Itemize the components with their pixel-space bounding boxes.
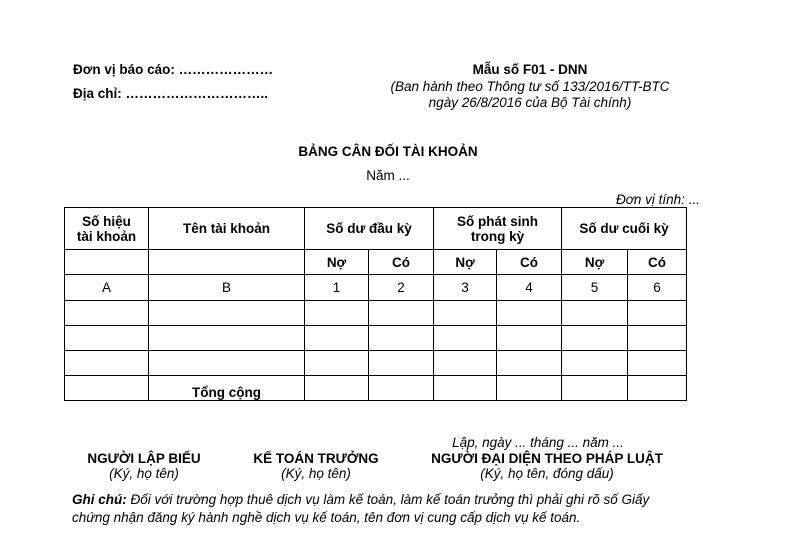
- table-cell[interactable]: [628, 351, 687, 376]
- chief-accountant-signature: [236, 451, 396, 481]
- document-title: BẢNG CÂN ĐỐI TÀI KHOẢN: [298, 144, 478, 159]
- chief-accountant-title: KẾ TOÁN TRƯỞNG: [253, 451, 379, 466]
- total-label: Tổng cộng: [149, 376, 305, 401]
- subheader-blank: [149, 250, 305, 275]
- trial-balance-table: [64, 207, 687, 401]
- total-cell[interactable]: [369, 376, 434, 401]
- subheader-credit: Có: [369, 250, 434, 275]
- table-cell[interactable]: [369, 301, 434, 326]
- header-account-name: Tên tài khoản: [149, 208, 305, 250]
- table-cell[interactable]: [65, 376, 149, 401]
- footnote-line2: chứng nhận đăng ký hành nghề dịch vụ kế toán, tên đơn vị cung cấp dịch vụ kế toán.: [72, 510, 581, 525]
- form-number: Mẫu số F01 - DNN: [472, 62, 588, 77]
- column-index-row: [65, 275, 687, 301]
- total-cell[interactable]: [562, 376, 628, 401]
- total-cell[interactable]: [628, 376, 687, 401]
- issued-by-line2: ngày 26/8/2016 của Bộ Tài chính): [428, 95, 632, 110]
- header-account-number: [65, 208, 149, 250]
- report-year: Năm ...: [366, 168, 410, 183]
- table-cell[interactable]: [149, 351, 305, 376]
- table-cell[interactable]: [305, 326, 369, 351]
- legal-representative-title: NGƯỜI ĐẠI DIỆN THEO PHÁP LUẬT: [431, 451, 663, 466]
- total-cell[interactable]: [305, 376, 369, 401]
- header-account-number-line2: tài khoản: [76, 228, 137, 244]
- table-row: [65, 326, 687, 351]
- index-cell: 1: [305, 275, 369, 301]
- index-cell: 6: [628, 275, 687, 301]
- index-cell: 2: [369, 275, 434, 301]
- date-line: Lập, ngày ... tháng ... năm ...: [452, 435, 624, 450]
- table-cell[interactable]: [65, 351, 149, 376]
- table-cell[interactable]: [369, 351, 434, 376]
- header-period-movement-line2: trong kỳ: [470, 228, 525, 244]
- table-cell[interactable]: [434, 326, 497, 351]
- reporting-unit-label: Đơn vị báo cáo: …………………: [73, 62, 274, 77]
- subheader-debit: Nợ: [305, 250, 369, 275]
- unit-of-measure: Đơn vị tính: ...: [616, 192, 700, 207]
- index-cell: 4: [497, 275, 562, 301]
- table-cell[interactable]: [497, 351, 562, 376]
- header-account-number-line1: Số hiệu: [82, 213, 131, 229]
- index-cell: A: [65, 275, 149, 301]
- subheader-credit: Có: [497, 250, 562, 275]
- header-closing-balance: Số dư cuối kỳ: [562, 208, 687, 250]
- total-cell[interactable]: [434, 376, 497, 401]
- table-row: [65, 301, 687, 326]
- footnote-line1: Đối với trường hợp thuê dịch vụ làm kế toán, làm kế toán trưởng thì phải ghi rõ số Giấy: [126, 492, 650, 507]
- table-cell[interactable]: [628, 326, 687, 351]
- table-cell[interactable]: [497, 326, 562, 351]
- total-row: [65, 376, 687, 401]
- table-cell[interactable]: [434, 301, 497, 326]
- footnote-label: Ghi chú:: [72, 492, 127, 507]
- table-row: [65, 351, 687, 376]
- index-cell: 5: [562, 275, 628, 301]
- footnote: [72, 491, 772, 527]
- table-cell[interactable]: [562, 326, 628, 351]
- table-cell[interactable]: [65, 301, 149, 326]
- table-cell[interactable]: [369, 326, 434, 351]
- preparer-note: (Ký, họ tên): [109, 466, 179, 481]
- chief-accountant-note: (Ký, họ tên): [281, 466, 351, 481]
- preparer-title: NGƯỜI LẬP BIỂU: [87, 451, 201, 466]
- legal-representative-signature: [408, 451, 686, 481]
- index-cell: 3: [434, 275, 497, 301]
- table-cell[interactable]: [149, 301, 305, 326]
- table-cell[interactable]: [562, 351, 628, 376]
- subheader-debit: Nợ: [562, 250, 628, 275]
- total-cell[interactable]: [497, 376, 562, 401]
- header-period-movement-line1: Số phát sinh: [457, 213, 539, 229]
- index-cell: B: [149, 275, 305, 301]
- table-cell[interactable]: [305, 301, 369, 326]
- table-cell[interactable]: [434, 351, 497, 376]
- subheader-credit: Có: [628, 250, 687, 275]
- header-opening-balance: Số dư đầu kỳ: [305, 208, 434, 250]
- subheader-debit: Nợ: [434, 250, 497, 275]
- table-cell[interactable]: [65, 326, 149, 351]
- table-cell[interactable]: [628, 301, 687, 326]
- preparer-signature: [64, 451, 224, 481]
- table-cell[interactable]: [305, 351, 369, 376]
- subheader-blank: [65, 250, 149, 275]
- table-cell[interactable]: [149, 326, 305, 351]
- header-period-movement: [434, 208, 562, 250]
- table-cell[interactable]: [497, 301, 562, 326]
- legal-representative-note: (Ký, họ tên, đóng dấu): [480, 466, 614, 481]
- address-label: Địa chỉ: …………………………..: [73, 86, 269, 101]
- issued-by-line1: (Ban hành theo Thông tư số 133/2016/TT-BTC: [390, 79, 670, 94]
- table-cell[interactable]: [562, 301, 628, 326]
